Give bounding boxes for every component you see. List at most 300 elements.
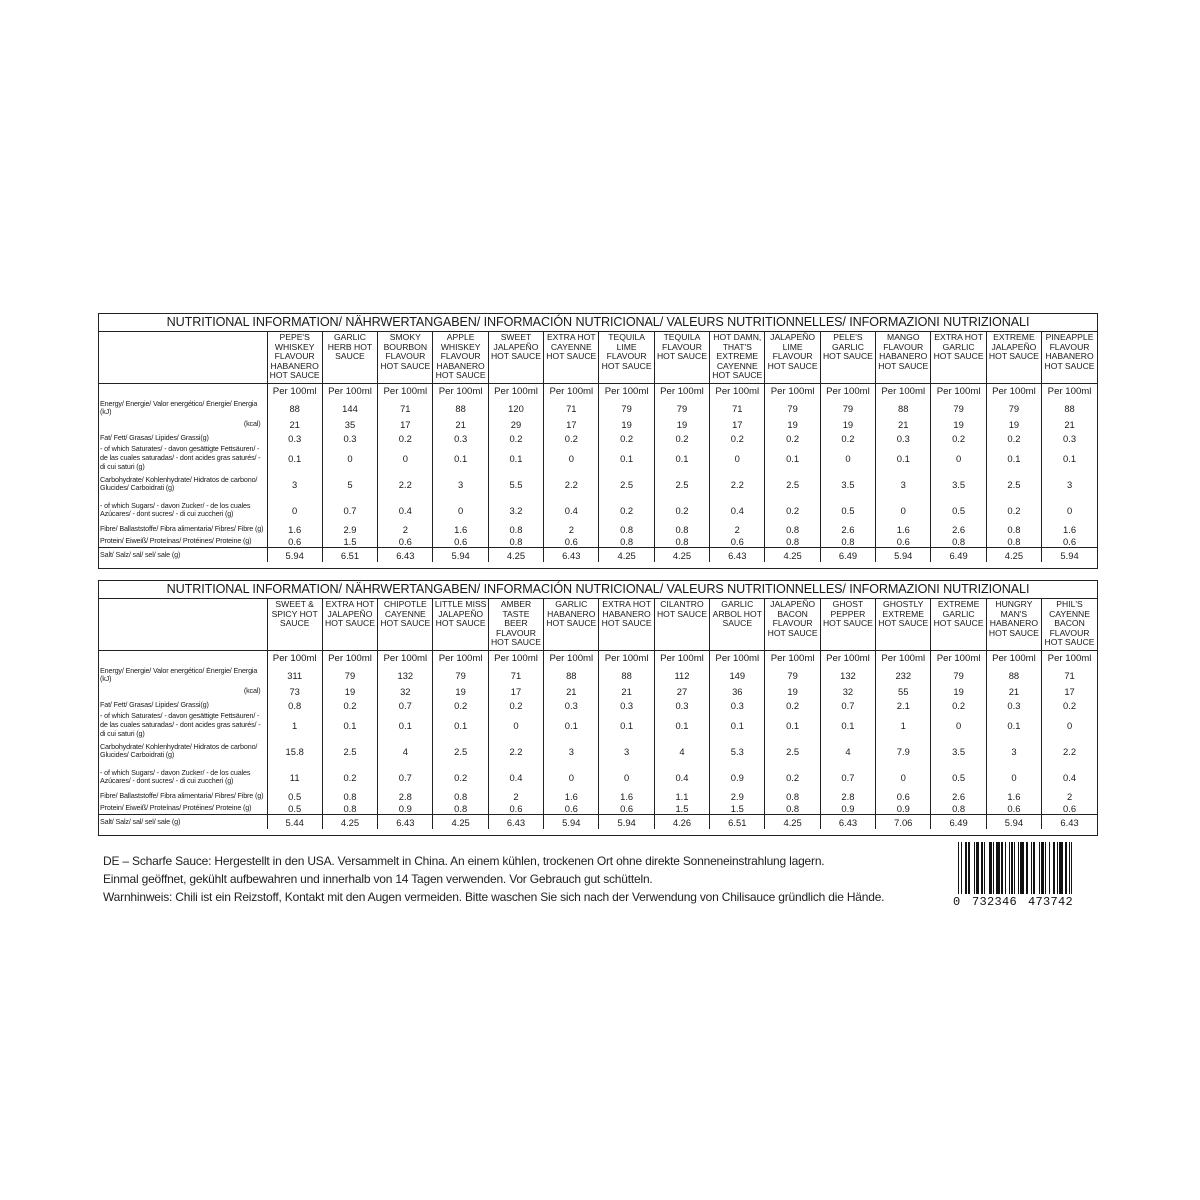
value-salt: 5.94	[267, 548, 322, 563]
value-salt: 4.25	[765, 548, 820, 563]
nutrient-label-sat: - of which Saturates/ - davon gesättigte Fettsäuren/ - de las cuales saturadas/ - dont acides gras saturés/ - di cui saturi (g)	[99, 445, 267, 471]
value-sat: 0.1	[765, 445, 820, 471]
value-fat: 0.3	[986, 698, 1041, 712]
per-100ml: Per 100ml	[654, 383, 709, 400]
value-sat: 0.1	[986, 445, 1041, 471]
value-pro: 0.6	[986, 802, 1041, 815]
value-pro: 0.6	[488, 802, 543, 815]
value-fib: 2.6	[820, 523, 875, 535]
value-kj: 71	[710, 400, 765, 418]
product-header	[710, 332, 765, 383]
per-100ml: Per 100ml	[710, 383, 765, 400]
value-sat: 0.1	[267, 445, 322, 471]
value-sat: 0.1	[433, 445, 488, 471]
barcode-bar	[1026, 842, 1029, 894]
per-100ml: Per 100ml	[378, 650, 433, 667]
value-fat: 0.3	[599, 698, 654, 712]
barcode-bar	[1059, 842, 1063, 894]
value-kj: 88	[544, 667, 599, 685]
value-sat: 0.1	[654, 445, 709, 471]
value-sug: 0.2	[322, 764, 377, 790]
value-kj: 88	[599, 667, 654, 685]
value-fat: 0.7	[820, 698, 875, 712]
value-sug: 0.2	[433, 764, 488, 790]
barcode-bar	[989, 842, 992, 894]
value-pro: 0.8	[599, 535, 654, 548]
per-100ml: Per 100ml	[267, 650, 322, 667]
value-sug: 0.7	[322, 497, 377, 523]
value-fib: 2	[1066, 790, 1073, 802]
value-sug: 0.4	[544, 497, 599, 523]
product-header	[765, 332, 820, 383]
value-carb: 2.5	[765, 471, 820, 497]
nutrient-label-salt: Salt/ Salz/ sal/ sel/ sale (g)	[99, 548, 267, 563]
value-fat: 0.3	[1063, 432, 1077, 444]
value-fat: 0.3	[710, 698, 765, 712]
value-pro: 0.6	[378, 535, 433, 548]
nutrient-label-kj: Energy/ Energie/ Valor energético/ Énergie/ Energia (kJ)	[99, 400, 267, 418]
product-name: CILANTRO HOT SAUCE	[656, 599, 707, 619]
value-kj: 88	[433, 400, 488, 418]
value-kcal: 21	[267, 417, 322, 431]
value-sug: 0.2	[654, 497, 709, 523]
value-sat: 0	[931, 445, 986, 471]
value-carb: 2.5	[322, 738, 377, 764]
per-100ml: Per 100ml	[267, 383, 322, 400]
barcode-bar	[1005, 842, 1006, 894]
value-kj: 71	[544, 400, 599, 418]
nutrition-table-2	[98, 580, 1098, 836]
product-header	[876, 332, 931, 383]
value-sat: 0	[1066, 719, 1073, 731]
value-sat: 0.1	[544, 712, 599, 738]
product-name: EXTREME GARLIC HOT SAUCE	[933, 599, 984, 629]
value-kcal: 32	[378, 684, 433, 698]
value-sat: 0	[322, 445, 377, 471]
barcode-bar	[1011, 842, 1012, 894]
footer-text	[103, 852, 943, 906]
value-kj: 112	[654, 667, 709, 685]
value-fib: 0.5	[267, 790, 322, 802]
value-salt: 4.25	[765, 815, 820, 830]
nutrition-grid	[99, 332, 1097, 562]
barcode-bar	[996, 842, 1000, 894]
value-sug: 0.4	[710, 497, 765, 523]
value-kcal: 36	[710, 684, 765, 698]
value-carb: 4	[378, 738, 433, 764]
value-salt: 5.94	[599, 815, 654, 830]
barcode-bar	[1041, 842, 1044, 894]
value-sat: 0	[820, 445, 875, 471]
product-name: HUNGRY MAN'S HABANERO HOT SAUCE	[988, 599, 1039, 638]
barcode-bar	[961, 842, 962, 894]
barcode-group-left: 732346	[972, 895, 1018, 909]
barcode-bar	[1018, 842, 1019, 894]
barcode-bar	[1033, 842, 1034, 894]
per-100ml: Per 100ml	[765, 383, 820, 400]
product-name: GHOST PEPPER HOT SAUCE	[822, 599, 873, 629]
value-fib: 0.8	[433, 790, 488, 802]
value-salt: 6.49	[820, 548, 875, 563]
value-carb: 15.8	[267, 738, 322, 764]
per-100ml: Per 100ml	[931, 383, 986, 400]
value-sat: 0.1	[710, 712, 765, 738]
nutrient-label-pro: Protein/ Eiweiß/ Proteínas/ Protéines/ Proteine (g)	[99, 802, 267, 815]
value-sat: 0	[544, 445, 599, 471]
barcode-group-right: 473742	[1028, 895, 1074, 909]
per-100ml: Per 100ml	[876, 650, 931, 667]
value-carb: 3	[599, 738, 654, 764]
value-sat: 0	[931, 712, 986, 738]
value-kcal: 21	[544, 684, 599, 698]
product-name: APPLE WHISKEY FLAVOUR HABANERO HOT SAUCE	[435, 332, 486, 381]
value-pro: 0.8	[986, 535, 1041, 548]
value-salt: 6.43	[378, 548, 433, 563]
barcode-bar	[1014, 842, 1015, 894]
value-sat: 0.1	[876, 445, 931, 471]
value-pro: 0.6	[267, 535, 322, 548]
barcode-bar	[981, 842, 982, 894]
value-pro: 0.8	[765, 802, 820, 815]
value-pro: 0.8	[931, 535, 986, 548]
value-kj: 88	[267, 400, 322, 418]
per-100ml: Per 100ml	[710, 650, 765, 667]
value-fat: 0.2	[931, 698, 986, 712]
product-header	[765, 599, 820, 650]
value-sug: 11	[267, 764, 322, 790]
value-sug: 0	[986, 764, 1041, 790]
value-fib: 2	[488, 790, 543, 802]
product-header	[488, 599, 543, 650]
value-fib: 2.9	[322, 523, 377, 535]
value-fat: 0.3	[267, 431, 322, 445]
value-kcal: 27	[654, 684, 709, 698]
value-salt: 6.43	[1042, 815, 1097, 830]
product-name: JALAPEÑO LIME FLAVOUR HOT SAUCE	[767, 332, 818, 371]
product-header	[1042, 599, 1097, 650]
nutrient-label-salt: Salt/ Salz/ sal/ sel/ sale (g)	[99, 815, 267, 830]
value-sug: 0.2	[986, 497, 1041, 523]
value-carb: 2.5	[986, 471, 1041, 497]
value-kcal: 17	[710, 417, 765, 431]
value-kj: 71	[378, 400, 433, 418]
value-carb: 3	[267, 471, 322, 497]
value-carb: 2.5	[654, 471, 709, 497]
value-kcal: 19	[931, 684, 986, 698]
value-fat: 0.2	[322, 698, 377, 712]
value-carb: 5	[322, 471, 377, 497]
product-name: PELE'S GARLIC HOT SAUCE	[822, 332, 873, 362]
product-header	[710, 599, 765, 650]
nutrient-label-sug: - of which Sugars/ - davon Zucker/ - de los cuales Azúcares/ - dont sucres/ - di cui zuccheri (g)	[99, 764, 267, 790]
value-kj: 88	[1064, 402, 1075, 414]
barcode-number	[953, 894, 1088, 912]
per-100ml: Per 100ml	[322, 383, 377, 400]
value-kj: 144	[322, 400, 377, 418]
value-fib: 1.6	[986, 790, 1041, 802]
per-100ml: Per 100ml	[765, 650, 820, 667]
value-sug: 0.5	[931, 497, 986, 523]
value-sat: 0	[378, 445, 433, 471]
value-kcal: 19	[654, 417, 709, 431]
product-header	[1042, 332, 1097, 383]
value-fat: 0.3	[322, 431, 377, 445]
product-name: TEQUILA LIME FLAVOUR HOT SAUCE	[601, 332, 652, 371]
nutrition-table-1	[98, 313, 1098, 569]
value-kcal: 21	[1064, 418, 1075, 430]
value-sug: 0.2	[599, 497, 654, 523]
barcode-bar	[1065, 842, 1068, 894]
value-fib: 2	[710, 523, 765, 535]
value-sug: 0	[876, 764, 931, 790]
value-sug: 0	[267, 497, 322, 523]
value-carb: 3	[1066, 478, 1073, 490]
nutrition-grid	[99, 599, 1097, 829]
value-sat: 0.1	[765, 712, 820, 738]
value-pro: 0.9	[876, 802, 931, 815]
value-sat: 0.1	[322, 712, 377, 738]
value-kj: 79	[931, 667, 986, 685]
value-fat: 0.2	[710, 431, 765, 445]
value-salt: 4.26	[654, 815, 709, 830]
value-salt: 7.06	[876, 815, 931, 830]
value-fib: 0.6	[876, 790, 931, 802]
value-kcal: 19	[986, 417, 1041, 431]
product-name: AMBER TASTE BEER FLAVOUR HOT SAUCE	[490, 599, 541, 648]
value-kcal: 17	[488, 684, 543, 698]
value-fat: 0.3	[544, 698, 599, 712]
value-pro: 0.8	[931, 802, 986, 815]
product-name: EXTRA HOT GARLIC HOT SAUCE	[933, 332, 984, 362]
value-fib: 0.8	[765, 790, 820, 802]
value-salt: 5.94	[986, 815, 1041, 830]
value-fib: 1.6	[876, 523, 931, 535]
value-sat: 0	[488, 712, 543, 738]
value-fat: 2.1	[876, 698, 931, 712]
value-carb: 2.5	[433, 738, 488, 764]
value-fat: 0.7	[378, 698, 433, 712]
value-sat: 0.1	[378, 712, 433, 738]
value-sug: 0.5	[820, 497, 875, 523]
value-sug: 3.2	[488, 497, 543, 523]
value-pro: 0.8	[322, 802, 377, 815]
value-carb: 2.2	[488, 738, 543, 764]
product-header	[986, 599, 1041, 650]
value-carb: 2.2	[544, 471, 599, 497]
value-carb: 2.5	[765, 738, 820, 764]
product-header	[654, 599, 709, 650]
per-100ml: Per 100ml	[876, 383, 931, 400]
value-carb: 2.2	[378, 471, 433, 497]
value-sat: 0	[710, 445, 765, 471]
value-sug: 0.4	[1063, 771, 1077, 783]
value-fat: 0.2	[1063, 699, 1077, 711]
value-salt: 5.44	[267, 815, 322, 830]
product-header	[267, 332, 322, 383]
value-carb: 3.5	[931, 471, 986, 497]
value-fat: 0.2	[433, 698, 488, 712]
nutrient-label-sat: - of which Saturates/ - davon gesättigte Fettsäuren/ - de las cuales saturadas/ - dont acides gras saturés/ - di cui saturi (g)	[99, 712, 267, 738]
product-name: HOT DAMN, THAT'S EXTREME CAYENNE HOT SAUCE	[712, 332, 763, 381]
nutrient-label-kj: Energy/ Energie/ Valor energético/ Énergie/ Energia (kJ)	[99, 667, 267, 685]
nutrient-label-fib: Fibre/ Ballaststoffe/ Fibra alimentaria/ Fibres/ Fibre (g)	[99, 790, 267, 802]
per-100ml: Per 100ml	[378, 383, 433, 400]
value-sug: 0.5	[931, 764, 986, 790]
value-pro: 1.5	[710, 802, 765, 815]
value-kj: 79	[654, 400, 709, 418]
value-sug: 0.4	[378, 497, 433, 523]
product-name: GARLIC HERB HOT SAUCE	[327, 332, 373, 362]
barcode-bar	[1057, 842, 1058, 894]
value-sat: 0.1	[433, 712, 488, 738]
barcode-bar	[976, 842, 979, 894]
value-kcal: 35	[322, 417, 377, 431]
value-kj: 71	[488, 667, 543, 685]
nutrient-label-fat: Fat/ Fett/ Grasas/ Lipides/ Grassi(g)	[99, 431, 267, 445]
value-sat: 0.1	[599, 445, 654, 471]
value-carb: 3.5	[931, 738, 986, 764]
value-salt: 6.43	[378, 815, 433, 830]
per-100ml: Per 100ml	[986, 650, 1041, 667]
product-header	[986, 332, 1041, 383]
value-kcal: 21	[433, 417, 488, 431]
value-kcal: 19	[599, 417, 654, 431]
value-fat: 0.2	[488, 431, 543, 445]
product-name: PINEAPPLE FLAVOUR HABANERO HOT SAUCE	[1044, 332, 1095, 371]
product-header	[378, 332, 433, 383]
product-header	[931, 332, 986, 383]
value-salt: 6.43	[820, 815, 875, 830]
value-salt: 6.49	[931, 548, 986, 563]
value-sug: 0.2	[765, 764, 820, 790]
value-fib: 2.6	[931, 790, 986, 802]
table-title: NUTRITIONAL INFORMATION/ NÄHRWERTANGABEN/ INFORMACIÓN NUTRICIONAL/ VALEURS NUTRITIONNELLES/ INFORMAZIONI NUTRIZIONALI	[99, 581, 1097, 599]
barcode-digit-first: 0	[953, 895, 961, 909]
value-carb: 3	[544, 738, 599, 764]
product-header	[322, 599, 377, 650]
value-fib: 0.8	[654, 523, 709, 535]
product-name: GHOSTLY EXTREME HOT SAUCE	[878, 599, 929, 629]
barcode-bar	[1001, 842, 1004, 894]
value-pro: 0.6	[544, 802, 599, 815]
value-fib: 1.6	[599, 790, 654, 802]
nutrient-label-pro: Protein/ Eiweiß/ Proteínas/ Protéines/ Proteine (g)	[99, 535, 267, 548]
per-100ml: Per 100ml	[322, 650, 377, 667]
per-100ml: Per 100ml	[433, 383, 488, 400]
per-100ml: Per 100ml	[488, 383, 543, 400]
value-carb: 4	[654, 738, 709, 764]
value-fat: 0.2	[765, 431, 820, 445]
value-salt: 4.25	[488, 548, 543, 563]
label-header-cell	[99, 332, 267, 383]
value-fib: 0.8	[765, 523, 820, 535]
product-header	[433, 332, 488, 383]
barcode-bar	[1071, 842, 1072, 894]
value-salt: 6.51	[710, 815, 765, 830]
value-pro: 0.6	[599, 802, 654, 815]
barcode-bar	[984, 842, 985, 894]
product-name: SMOKY BOURBON FLAVOUR HOT SAUCE	[380, 332, 431, 371]
value-salt: 5.94	[1042, 548, 1097, 563]
product-name: JALAPEÑO BACON FLAVOUR HOT SAUCE	[767, 599, 818, 638]
value-kj: 311	[267, 667, 322, 685]
barcode-bar	[974, 842, 975, 894]
value-kj: 232	[876, 667, 931, 685]
product-header	[820, 332, 875, 383]
label-cell	[99, 650, 267, 667]
value-sug: 0.9	[710, 764, 765, 790]
barcode-bar	[1053, 842, 1056, 894]
product-header	[876, 599, 931, 650]
value-carb: 2.2	[710, 471, 765, 497]
value-fat: 0.2	[488, 698, 543, 712]
product-name: GARLIC HABANERO HOT SAUCE	[546, 599, 597, 629]
product-header	[433, 599, 488, 650]
value-sat: 0.1	[1063, 452, 1077, 464]
value-kj: 71	[1064, 669, 1075, 681]
value-kcal: 19	[322, 684, 377, 698]
product-header	[820, 599, 875, 650]
value-fat: 0.3	[876, 431, 931, 445]
barcode-bar	[1045, 842, 1046, 894]
value-sat: 0.1	[986, 712, 1041, 738]
value-sug: 0.4	[488, 764, 543, 790]
barcode-bar	[1009, 842, 1010, 894]
value-salt: 5.94	[544, 815, 599, 830]
value-kj: 79	[765, 667, 820, 685]
value-salt: 4.25	[599, 548, 654, 563]
product-name: MANGO FLAVOUR HABANERO HOT SAUCE	[878, 332, 929, 371]
value-kcal: 21	[876, 417, 931, 431]
per-100ml: Per 100ml	[544, 650, 599, 667]
value-fat: 0.2	[986, 431, 1041, 445]
value-kcal: 55	[876, 684, 931, 698]
value-fat: 0.2	[544, 431, 599, 445]
value-pro: 0.8	[654, 535, 709, 548]
value-pro: 0.6	[544, 535, 599, 548]
product-header	[599, 599, 654, 650]
value-salt: 5.94	[433, 548, 488, 563]
value-fib: 1.6	[267, 523, 322, 535]
value-pro: 0.6	[876, 535, 931, 548]
nutrient-label-fat: Fat/ Fett/ Grasas/ Lipides/ Grassi(g)	[99, 698, 267, 712]
value-salt: 6.43	[488, 815, 543, 830]
product-name: EXTRA HOT JALAPEÑO HOT SAUCE	[324, 599, 375, 629]
product-header	[931, 599, 986, 650]
value-salt: 4.25	[322, 815, 377, 830]
product-name: EXTRA HOT HABANERO HOT SAUCE	[601, 599, 652, 629]
value-carb: 5.5	[488, 471, 543, 497]
value-sug: 0.7	[378, 764, 433, 790]
value-sat: 1	[876, 712, 931, 738]
value-fib: 1.6	[433, 523, 488, 535]
value-sug: 0.7	[820, 764, 875, 790]
per-100ml: Per 100ml	[599, 383, 654, 400]
value-pro: 0.9	[820, 802, 875, 815]
value-fat: 0.2	[599, 431, 654, 445]
product-name: LITTLE MISS JALAPEÑO HOT SAUCE	[434, 599, 487, 629]
value-kj: 79	[599, 400, 654, 418]
value-sug: 0	[544, 764, 599, 790]
product-name: SWEET & SPICY HOT SAUCE	[271, 599, 318, 629]
product-header	[267, 599, 322, 650]
value-kcal: 32	[820, 684, 875, 698]
per-100ml: Per 100ml	[599, 650, 654, 667]
barcode-bar	[965, 842, 968, 894]
value-fat: 0.3	[433, 431, 488, 445]
value-fat: 0.2	[654, 431, 709, 445]
per-100ml: Per 100ml	[1047, 386, 1092, 397]
